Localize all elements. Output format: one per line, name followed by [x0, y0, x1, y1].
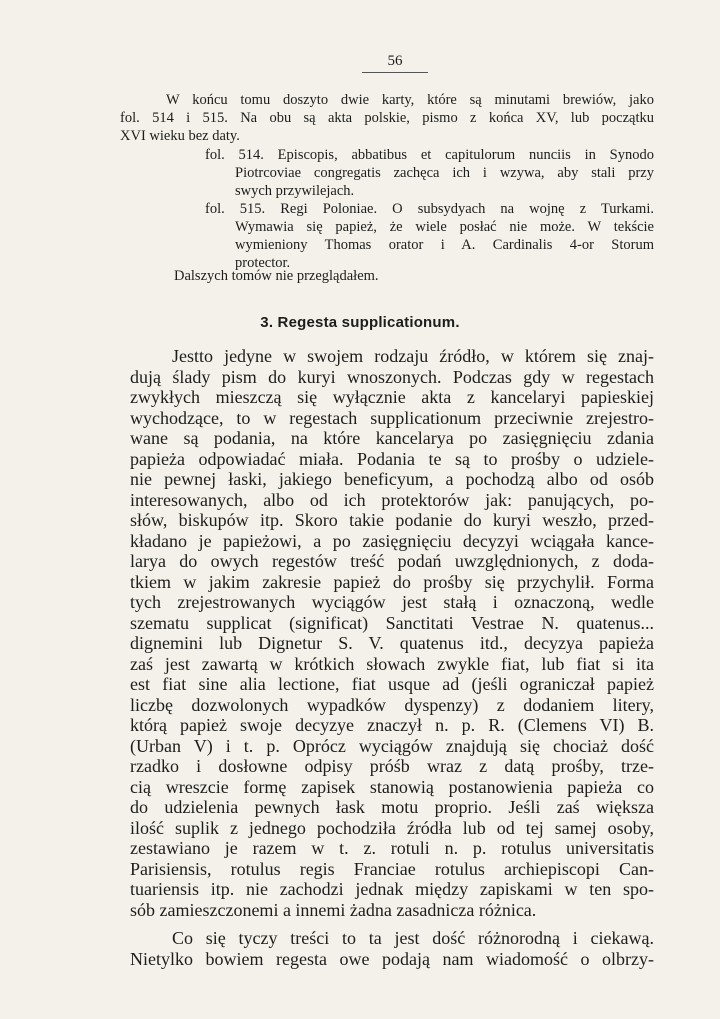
text-line: interesowanych, albo od ich protektorów jak: panujących, po-: [130, 489, 654, 510]
text-line: swych przywilejach.: [235, 183, 355, 199]
text-line: słów, biskupów itp. Skoro takie podanie do kuryi weszło, przed-: [130, 510, 654, 530]
text-line: zaś jest zawartą w krótkich słowach zwykle fiat, lub fiat si ita: [130, 653, 654, 674]
text-line: Wymawia się papież, że wiele posłać nie może. W tekście: [235, 219, 654, 235]
text-line: XVI wieku bez daty.: [120, 128, 240, 144]
text-line: tych zrejestrowanych wyciągów jest stałą i oznaczoną, wedle: [130, 592, 654, 612]
text-line: liczbę dozwolonych wypadków dyspenzy) z dodaniem litery,: [130, 694, 654, 715]
text-line: fol. 514 i 515. Na obu są akta polskie, pismo z końca XV, lub początku: [120, 110, 654, 126]
text-line: Parisiensis, rotulus regis Franciae rotulus archiepiscopi Can-: [130, 858, 654, 879]
closing-note: [174, 267, 574, 285]
text-line: tuariensis itp. nie zachodzi jednak między zapiskami w ten spo-: [130, 879, 654, 899]
text-line: rzadko i dosłowne odpisy próśb wraz z datą prośby, trze-: [130, 756, 654, 776]
text-line: wychodzące, to w regestach supplicationum przeciwnie zrejestro-: [130, 407, 654, 428]
paragraph-tresc: [130, 928, 654, 969]
text-line: fol. 514. Episcopis, abbatibus et capitulorum nunciis in Synodo: [205, 147, 654, 163]
text-line: kładano je papieżowi, a po zasięgnięciu decyzyi wciągała kance-: [130, 530, 654, 551]
text-line: larya do owych regestów treść podań uwzględnionych, z doda-: [130, 551, 654, 571]
text-line: W końcu tomu doszyto dwie karty, które są minutami brewiów, jako: [166, 92, 654, 108]
text-line: nie pewnej łaski, jakiego beneficyum, a pochodzą albo od osób: [130, 469, 654, 489]
text-line: Nietylko bowiem regesta owe podają nam wiadomość o olbrzy-: [130, 948, 654, 969]
text-line: fol. 515. Regi Poloniae. O subsydyach na wojnę z Turkami.: [205, 201, 654, 217]
text-line: Piotrcoviae congregatis zachęca ich i wzywa, aby stali przy: [235, 165, 654, 181]
text-line: szematu supplicat (significat) Sanctitati Vestrae N. quatenus...: [130, 612, 654, 633]
text-line: cią wreszcie formę zapisek stanowią postanowienia papieża co: [130, 776, 654, 797]
text-line: dignemini lub Dignetur S. V. quatenus itd., decyzya papieża: [130, 633, 654, 653]
paragraph-regesta-supplicationum: [130, 346, 654, 920]
text-line: Dalszych tomów nie przeglądałem.: [174, 268, 379, 284]
text-line: tkiem w jakim zakresie papież do prośby się przychylił. Forma: [130, 571, 654, 592]
text-line: dują ślady pism do kuryi wnoszonych. Podczas gdy w regestach: [130, 366, 654, 387]
entry-fol-515: [205, 200, 654, 272]
text-line: protector.: [235, 255, 291, 271]
text-line: (Urban V) i t. p. Oprócz wyciągów znajdują się chociaż dość: [130, 735, 654, 756]
text-line: wane są podania, na które kancelarya po zasięgnięciu zdania: [130, 428, 654, 448]
text-line: ilość suplik z jednego pochodziła źródła lub od tej samej osoby,: [130, 817, 654, 838]
text-line: est fiat sine alia lectione, fiat usque ad (jeśli ograniczał papież: [130, 674, 654, 694]
text-line: sób zamieszczonemi a innemi żadna zasadnicza różnica.: [130, 899, 537, 920]
text-line: Co się tyczy treści to ta jest dość różnorodną i ciekawą.: [172, 928, 654, 948]
text-line: papieża odpowiadać miała. Podania te są to prośby o udziele-: [130, 448, 654, 469]
text-line: zwykłych mieszczą się wyłącznie akta z kancelaryi papieskiej: [130, 387, 654, 407]
text-line: do udzielenia pewnych łask motu proprio. Jeśli zaś większa: [130, 797, 654, 817]
page-number: 56: [362, 52, 428, 73]
intro-paragraph: [120, 91, 654, 145]
text-line: wymieniony Thomas orator i A. Cardinalis 4-or Storum: [235, 237, 654, 253]
entry-fol-514: [205, 146, 654, 200]
section-heading: 3. Regesta supplicationum.: [260, 314, 460, 331]
text-line: którą papież swoje decyzye znaczył n. p. R. (Clemens VI) B.: [130, 715, 654, 735]
text-line: Jestto jedyne w swojem rodzaju źródło, w którem się znaj-: [172, 346, 654, 366]
text-line: zestawiano je razem w t. z. rotuli n. p. rotulus universitatis: [130, 838, 654, 858]
